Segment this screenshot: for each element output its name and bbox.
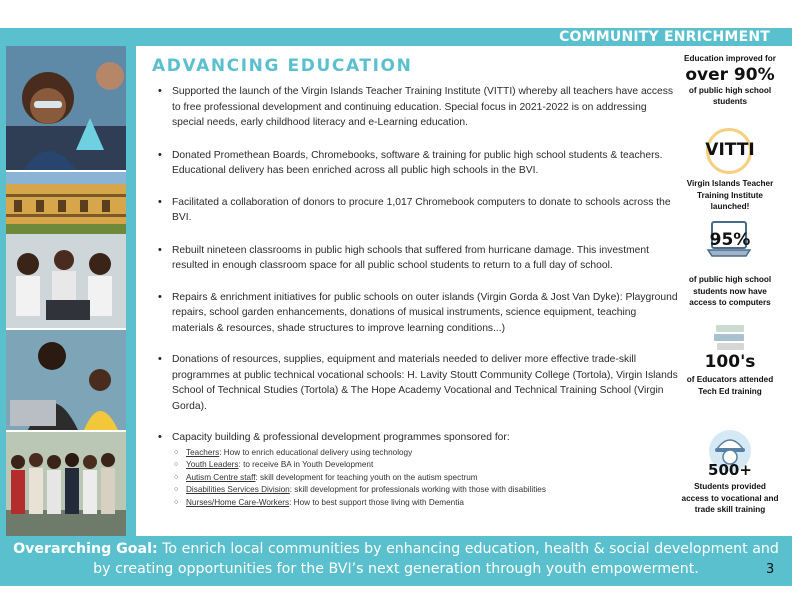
list-item: • Rebuilt nineteen classrooms in public high schools that suffered from hurricane damage. This investment resulted in enough classroom space for all public school students to return to a full day of school. (156, 243, 680, 274)
sub-item-youth-leaders (172, 459, 680, 472)
page-title: ADVANCING EDUCATION (152, 56, 413, 76)
sub-item-autism-centre (172, 472, 680, 485)
photo-child-science (6, 46, 126, 170)
stat-caption-top: Education improved for (684, 54, 776, 63)
list-item-capacity (156, 430, 680, 509)
sub-item-label: Nurses/Home Care-Workers (186, 497, 290, 507)
sub-item-text: : How to best support those living with Dementia (289, 497, 464, 507)
achievements-list (156, 84, 680, 509)
stat-value: over 90% (685, 64, 775, 85)
sub-item-text: : to receive BA in Youth Development (238, 460, 374, 469)
capacity-intro: Capacity building & professional development programmes sponsored for: (172, 432, 510, 443)
list-item: • Supported the launch of the Virgin Islands Teacher Training Institute (VITTI) whereby all teachers have access to free professional development and continuing education. Special focus in 2021-2022 is on addressing special needs, early childhood literacy and e-Learning education. (156, 84, 680, 131)
stat-caption: Virgin Islands Teacher Training Institute launched! (686, 179, 774, 211)
stat-computers (680, 274, 780, 309)
stat-value-computers: 95% (709, 230, 751, 250)
goal-label: Overarching Goal: (13, 541, 158, 557)
goal-text: To enrich local communities by enhancing education, health & social development and by creating opportunities for the BVI’s next generation through youth empowerment. (93, 541, 779, 577)
photo-separator-bar (126, 46, 136, 536)
sub-item-label: Youth Leaders (186, 460, 239, 469)
sub-item-label: Teachers (186, 447, 220, 457)
stat-caption: of public high school students (688, 85, 772, 106)
stat-vitti (680, 178, 780, 213)
photo-teacher-laptop (6, 330, 126, 430)
capacity-sublist (172, 447, 680, 510)
stat-educators (680, 374, 780, 397)
photo-group (6, 432, 126, 536)
vitti-badge-text: VITTI (705, 140, 755, 160)
list-item: • Repairs & enrichment initiatives for public schools on outer islands (Virgin Gorda & Jost Van Dyke): Playground repairs, school garden enhancements, donations of musical instruments, science equipment, teaching materials & resources, shade structures to improve learning conditions...) (156, 290, 680, 337)
section-label: COMMUNITY ENRICHMENT (559, 29, 770, 45)
list-item: • Facilitated a collaboration of donors to procure 1,017 Chromebook computers to donate to schools across the BVI. (156, 195, 680, 226)
sub-item-teachers (172, 447, 680, 460)
photo-students-computers (6, 234, 126, 328)
stat-vocational (680, 481, 780, 516)
sub-item-label: Disabilities Services Division (186, 485, 290, 494)
overarching-goal (4, 540, 788, 579)
stat-education-improved (680, 53, 780, 108)
photo-school-building (6, 172, 126, 234)
sub-item-text: : skill development for teaching youth on the autism spectrum (255, 472, 478, 482)
stat-caption: of public high school students now have access to computers (688, 275, 772, 307)
list-item: • Donated Promethean Boards, Chromebooks, software & training for public high school students & teachers. Educational delivery has been enriched across all public high schools in the BVI. (156, 148, 680, 179)
list-item: • Donations of resources, supplies, equipment and materials needed to deliver more effective trade-skill programmes at public technical vocational schools: H. Lavity Stoutt Community College (Tortola), Virgin Islands School of Technical Studies (Tortola) & The Hope Academy Vocational and Technical Training School (Virgin Gorda). (156, 352, 680, 414)
stat-value-students: 500+ (708, 461, 752, 479)
sub-item-nurses (172, 497, 680, 510)
sub-item-label: Autism Centre staff (186, 472, 256, 482)
stat-caption: Students provided access to vocational and trade skill training (681, 482, 779, 514)
page-number: 3 (766, 562, 775, 577)
stat-value-educators: 100's (704, 352, 756, 372)
stat-caption: of Educators attended Tech Ed training (686, 375, 774, 396)
sub-item-text: : skill development for professionals working with those with disabilities (289, 485, 546, 494)
sub-item-disabilities (172, 484, 680, 497)
sub-item-text: : How to enrich educational delivery using technology (219, 447, 413, 457)
